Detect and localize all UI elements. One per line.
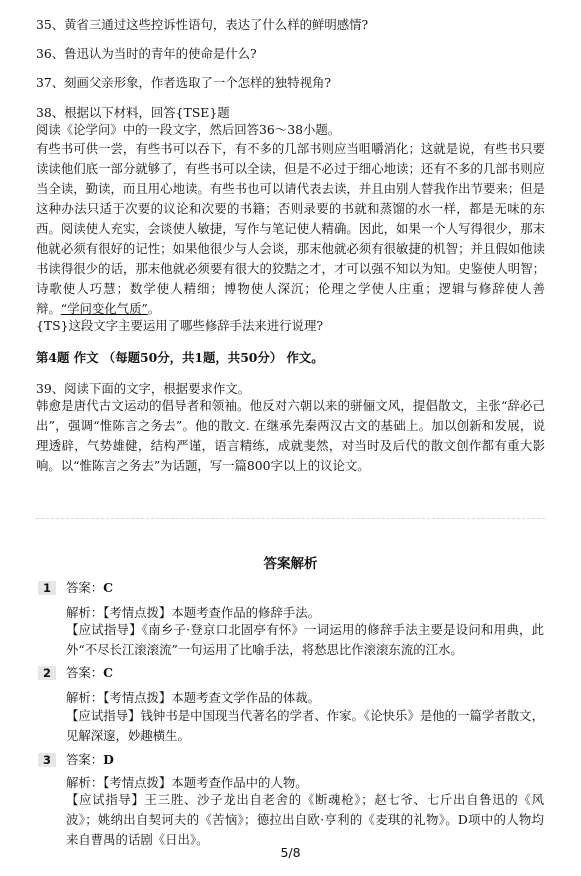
- question-38-intro: 阅读《论学问》中的一段文字，然后回答36～38小题。: [36, 122, 341, 137]
- question-36: 36、鲁迅认为当时的青年的使命是什么?: [36, 46, 257, 61]
- answer-label: 答案：: [66, 665, 104, 680]
- answer-guide: 【应试指导】钱钟书是中国现当代著名的学者、作家。《论快乐》是他的一篇学者散文，见解深邃，妙趣横生。: [66, 708, 544, 743]
- section-divider: [36, 518, 545, 519]
- answer-line: [66, 665, 113, 681]
- question-39-heading: 39、阅读下面的文字，根据要求作文。: [36, 381, 251, 396]
- passage-text: 有些书可供一尝，有些书可以吞下，有不多的几部书则应当咀嚼消化；这就是说，有些书只要读读他们底一部分就够了，有些书可以全读，但是不必过于细心地读；还有不多的几部书则应当全读，勤读，而且用心地读。有些书也可以请代表去读，并且由别人替我作出节要来；但是这种办法只适于次要的议论和次要的书籍；否则录要的书就和蒸馏的水一样，都是无味的东西。阅读使人充实，会谈使人敏捷，写作与笔记使人精确。因此，如果一个人写得很少，那末他就必须有很好的记性；如果他很少与人会谈，那末他就必须有很敏捷的机智；并且假如他读书读得很少的话，那末他就必须要有很大的狡黠之才，才可以强不知以为知。史鉴使人明智；诗歌使人巧慧；数学使人精细；博物使人深沉；伦理之学使人庄重；逻辑与修辞使人善辩。: [36, 141, 545, 316]
- answer-number-badge: 3: [38, 753, 56, 767]
- answer-analysis: 解析：【考情点拨】本题考查作品的修辞手法。: [66, 605, 321, 620]
- answers-title: 答案解析: [263, 556, 318, 572]
- answer-value: C: [103, 580, 114, 595]
- question-38-prompt: {TS}这段文字主要运用了哪些修辞手法来进行说理?: [36, 318, 323, 333]
- answer-analysis: 解析：【考情点拨】本题考查文学作品的体裁。: [66, 690, 321, 705]
- answer-line: [66, 752, 114, 768]
- question-35: 35、黄省三通过这些控诉性语句，表达了什么样的鲜明感情?: [36, 17, 369, 32]
- answer-guide: 【应试指导】王三胜、沙子龙出自老舍的《断魂枪》；赵七爷、七斤出自鲁迅的《风波》；姚纳出自契诃夫的《苦恼》；德拉出自欧·亨利的《麦琪的礼物》。D项中的人物均来自曹禺的话剧《日出》。: [66, 792, 544, 847]
- question-39-body: 韩愈是唐代古文运动的倡导者和领袖。他反对六朝以来的骈俪文风，提倡散文，主张“辞必己出”，强调“惟陈言之务去”。他的散文. 在继承先秦两汉古文的基础上。加以创新和发展，说理透辟，气势雄健，结构严谨，语言精练，成就斐然，对当时及后代的散文创作都有重大影响。以“惟陈言之务去”为话题，写一篇800字以上的议论文。: [36, 398, 545, 473]
- answer-label: 答案：: [66, 752, 104, 767]
- answer-guide: 【应试指导】《南乡子·登京口北固亭有怀》一词运用的修辞手法主要是设问和用典，此外“不尽长江滚滚流”一句运用了比喻手法，将愁思比作滚滚东流的江水。: [66, 622, 544, 657]
- answer-label: 答案：: [66, 580, 104, 595]
- answer-number-badge: 1: [38, 581, 56, 595]
- question-38-passage: [36, 139, 545, 319]
- question-38-heading: 38、根据以下材料，回答{TSE}题: [36, 105, 230, 120]
- question-37: 37、刻画父亲形象，作者选取了一个怎样的独特视角?: [36, 75, 332, 90]
- passage-end-mark: 。: [147, 301, 161, 316]
- answer-value: D: [103, 752, 114, 767]
- answer-value: C: [103, 665, 114, 680]
- answer-number-badge: 2: [38, 666, 56, 680]
- answer-analysis: 解析：【考情点拨】本题考查作品中的人物。: [66, 775, 308, 790]
- page-number: 5/8: [280, 845, 301, 860]
- answer-line: [66, 580, 113, 596]
- passage-underlined-quote: “学问变化气质”: [60, 301, 148, 316]
- section-4-heading: 第4题 作文 （每题50分，共1题，共50分） 作文。: [36, 350, 324, 365]
